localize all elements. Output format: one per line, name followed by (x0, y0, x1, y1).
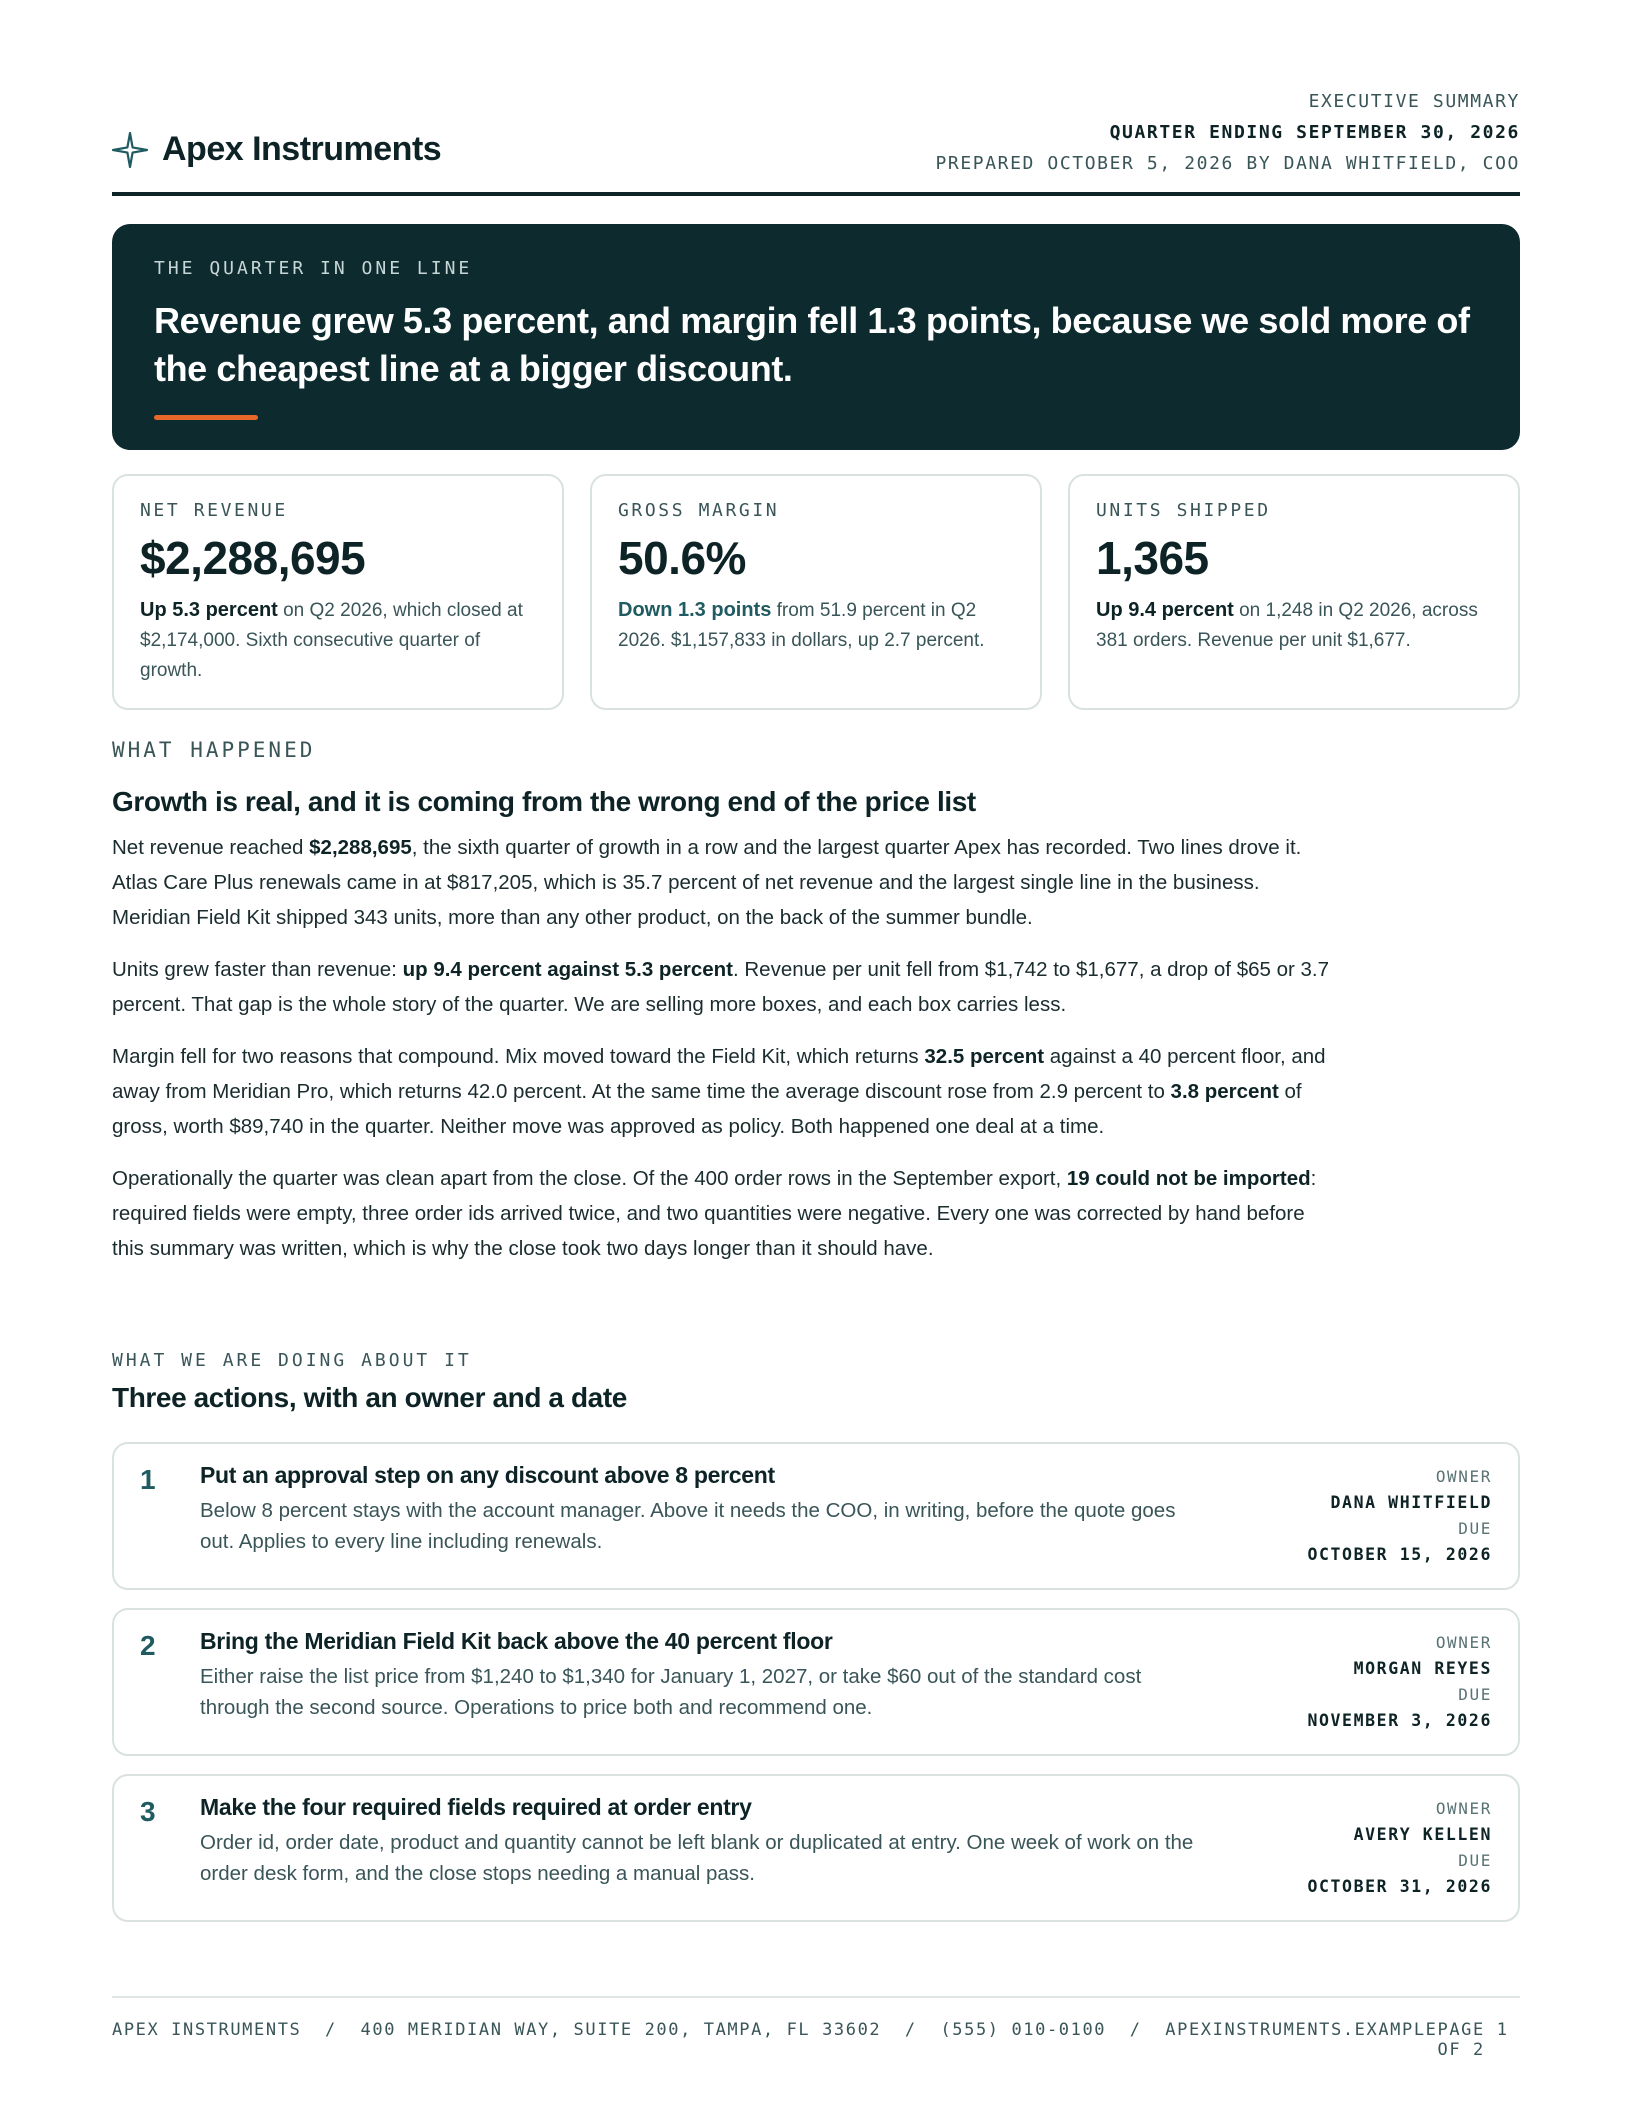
kpi-lead: Up 5.3 percent (140, 599, 278, 621)
text: , the sixth quarter of growth in a row and the largest quarter Apex has recorded. Two lines drove it. Atlas Care Plus renewals came in at $817,205, which is 35.7 percent of net revenue and the largest single line in the business. Meridian Field Kit shipped 343 units, more than any other product, on the back of the summer bundle. (112, 836, 1302, 929)
action-description: Either raise the list price from $1,240 to $1,340 for January 1, 2027, or take $60 out of the standard cost through the second source. Operations to price both and recommend one. (200, 1665, 1142, 1719)
hero-accent-rule (154, 415, 258, 420)
kpi-note (140, 595, 536, 686)
action-number: 3 (140, 1796, 156, 1827)
page-header (112, 86, 1520, 196)
emphasis: up 9.4 percent against 5.3 percent (402, 958, 733, 981)
four-point-star-icon (112, 132, 148, 168)
due-value: NOVEMBER 3, 2026 (1307, 1711, 1492, 1730)
text: against a 40 percent floor, and away from Meridian Pro, which returns 42.0 percent. At the same time the average discount rose from 2.9 percent to (112, 1045, 1326, 1103)
emphasis: 32.5 percent (924, 1045, 1045, 1068)
text: of gross, worth $89,740 in the quarter. Neither move was approved as policy. Both happened one deal at a time. (112, 1080, 1302, 1138)
due-value: OCTOBER 31, 2026 (1307, 1877, 1492, 1896)
what-happened-body (112, 830, 1332, 1283)
kpi-note (1096, 595, 1492, 656)
emphasis: 19 could not be imported (1066, 1167, 1311, 1190)
emphasis: $2,288,695 (309, 836, 412, 859)
kpi-card-gross-margin (590, 474, 1042, 710)
action-list (112, 1442, 1520, 1940)
footer-contact: APEX INSTRUMENTS / 400 MERIDIAN WAY, SUITE 200, TAMPA, FL 33602 / (555) 010-0100 / APEXINSTRUMENTS.EXAMPLE (112, 2020, 1438, 2040)
action-title: Make the four required fields required at order entry (200, 1794, 752, 1820)
page-number: PAGE 1 OF 2 (1437, 2020, 1509, 2060)
action-title: Put an approval step on any discount above 8 percent (200, 1462, 775, 1488)
due-value: OCTOBER 15, 2026 (1307, 1545, 1492, 1564)
text: . Revenue per unit fell from $1,742 to $1,677, a drop of $65 or 3.7 percent. That gap is the whole story of the quarter. We are selling more boxes, and each box carries less. (112, 958, 1330, 1016)
kpi-note-text: on Q2 2026, which closed at $2,174,000. Sixth consecutive quarter of growth. (140, 600, 523, 681)
kpi-cards (112, 474, 1520, 710)
section-title-actions: Three actions, with an owner and a date (112, 1382, 627, 1413)
action-number: 2 (140, 1630, 156, 1661)
hero-headline: Revenue grew 5.3 percent, and margin fell 1.3 points, because we sold more of the cheapest line at a bigger discount. (154, 300, 1470, 389)
text: Operationally the quarter was clean apart from the close. Of the 400 order rows in the September export, (112, 1167, 1067, 1190)
owner-value: DANA WHITFIELD (1330, 1493, 1492, 1512)
action-title: Bring the Meridian Field Kit back above the 40 percent floor (200, 1628, 833, 1654)
section-kicker-what-happened: WHAT HAPPENED (112, 738, 316, 762)
text: Margin fell for two reasons that compound. Mix moved toward the Field Kit, which returns (112, 1045, 925, 1068)
action-meta (1307, 1630, 1492, 1734)
action-item (112, 1774, 1520, 1922)
brand-name: Apex Instruments (162, 130, 442, 168)
kpi-value: $2,288,695 (140, 532, 366, 584)
kpi-label: UNITS SHIPPED (1096, 500, 1271, 521)
prepared-line: PREPARED OCTOBER 5, 2026 BY DANA WHITFIELD, COO (935, 153, 1520, 174)
owner-value: MORGAN REYES (1353, 1659, 1492, 1678)
kpi-note (618, 595, 1014, 656)
kpi-note-text: from 51.9 percent in Q2 2026. $1,157,833 in dollars, up 2.7 percent. (618, 600, 985, 651)
kpi-card-net-revenue (112, 474, 564, 710)
doc-type: EXECUTIVE SUMMARY (1308, 91, 1520, 112)
kpi-value: 50.6% (618, 532, 746, 584)
summary-hero (112, 224, 1520, 450)
owner-value: AVERY KELLEN (1353, 1825, 1492, 1844)
brand (112, 130, 441, 169)
text: Net revenue reached (112, 836, 310, 859)
section-kicker-actions: WHAT WE ARE DOING ABOUT IT (112, 1350, 472, 1371)
paragraph (112, 1161, 1332, 1266)
kpi-label: GROSS MARGIN (618, 500, 780, 521)
kpi-label: NET REVENUE (140, 500, 288, 521)
action-description: Below 8 percent stays with the account manager. Above it needs the COO, in writing, before the quote goes out. Applies to every line including renewals. (200, 1499, 1176, 1553)
kpi-note-text: on 1,248 in Q2 2026, across 381 orders. Revenue per unit $1,677. (1096, 600, 1478, 651)
due-label: DUE (1458, 1519, 1492, 1538)
owner-label: OWNER (1435, 1633, 1492, 1652)
document-meta (935, 86, 1520, 179)
text: : required fields were empty, three order ids arrived twice, and two quantities were negative. Every one was corrected by hand before this summary was written, which is why the close took two days longer than it should have. (112, 1167, 1317, 1260)
quarter-label: QUARTER ENDING SEPTEMBER 30, 2026 (1109, 122, 1520, 143)
paragraph (112, 952, 1332, 1022)
kpi-value: 1,365 (1096, 532, 1209, 584)
paragraph (112, 830, 1332, 935)
action-item (112, 1608, 1520, 1756)
section-title-what-happened: Growth is real, and it is coming from the wrong end of the price list (112, 786, 976, 817)
page-footer (112, 1996, 1520, 2060)
action-item (112, 1442, 1520, 1590)
kpi-lead: Down 1.3 points (618, 599, 772, 621)
action-meta (1307, 1464, 1492, 1568)
hero-kicker: THE QUARTER IN ONE LINE (154, 258, 473, 279)
action-meta (1307, 1796, 1492, 1900)
due-label: DUE (1458, 1685, 1492, 1704)
action-number: 1 (140, 1464, 156, 1495)
emphasis: 3.8 percent (1170, 1080, 1279, 1103)
action-description: Order id, order date, product and quantity cannot be left blank or duplicated at entry. One week of work on the order desk form, and the close stops needing a manual pass. (200, 1831, 1194, 1885)
kpi-card-units-shipped (1068, 474, 1520, 710)
kpi-lead: Up 9.4 percent (1096, 599, 1234, 621)
owner-label: OWNER (1435, 1467, 1492, 1486)
text: Units grew faster than revenue: (112, 958, 403, 981)
due-label: DUE (1458, 1851, 1492, 1870)
paragraph (112, 1039, 1332, 1144)
owner-label: OWNER (1435, 1799, 1492, 1818)
